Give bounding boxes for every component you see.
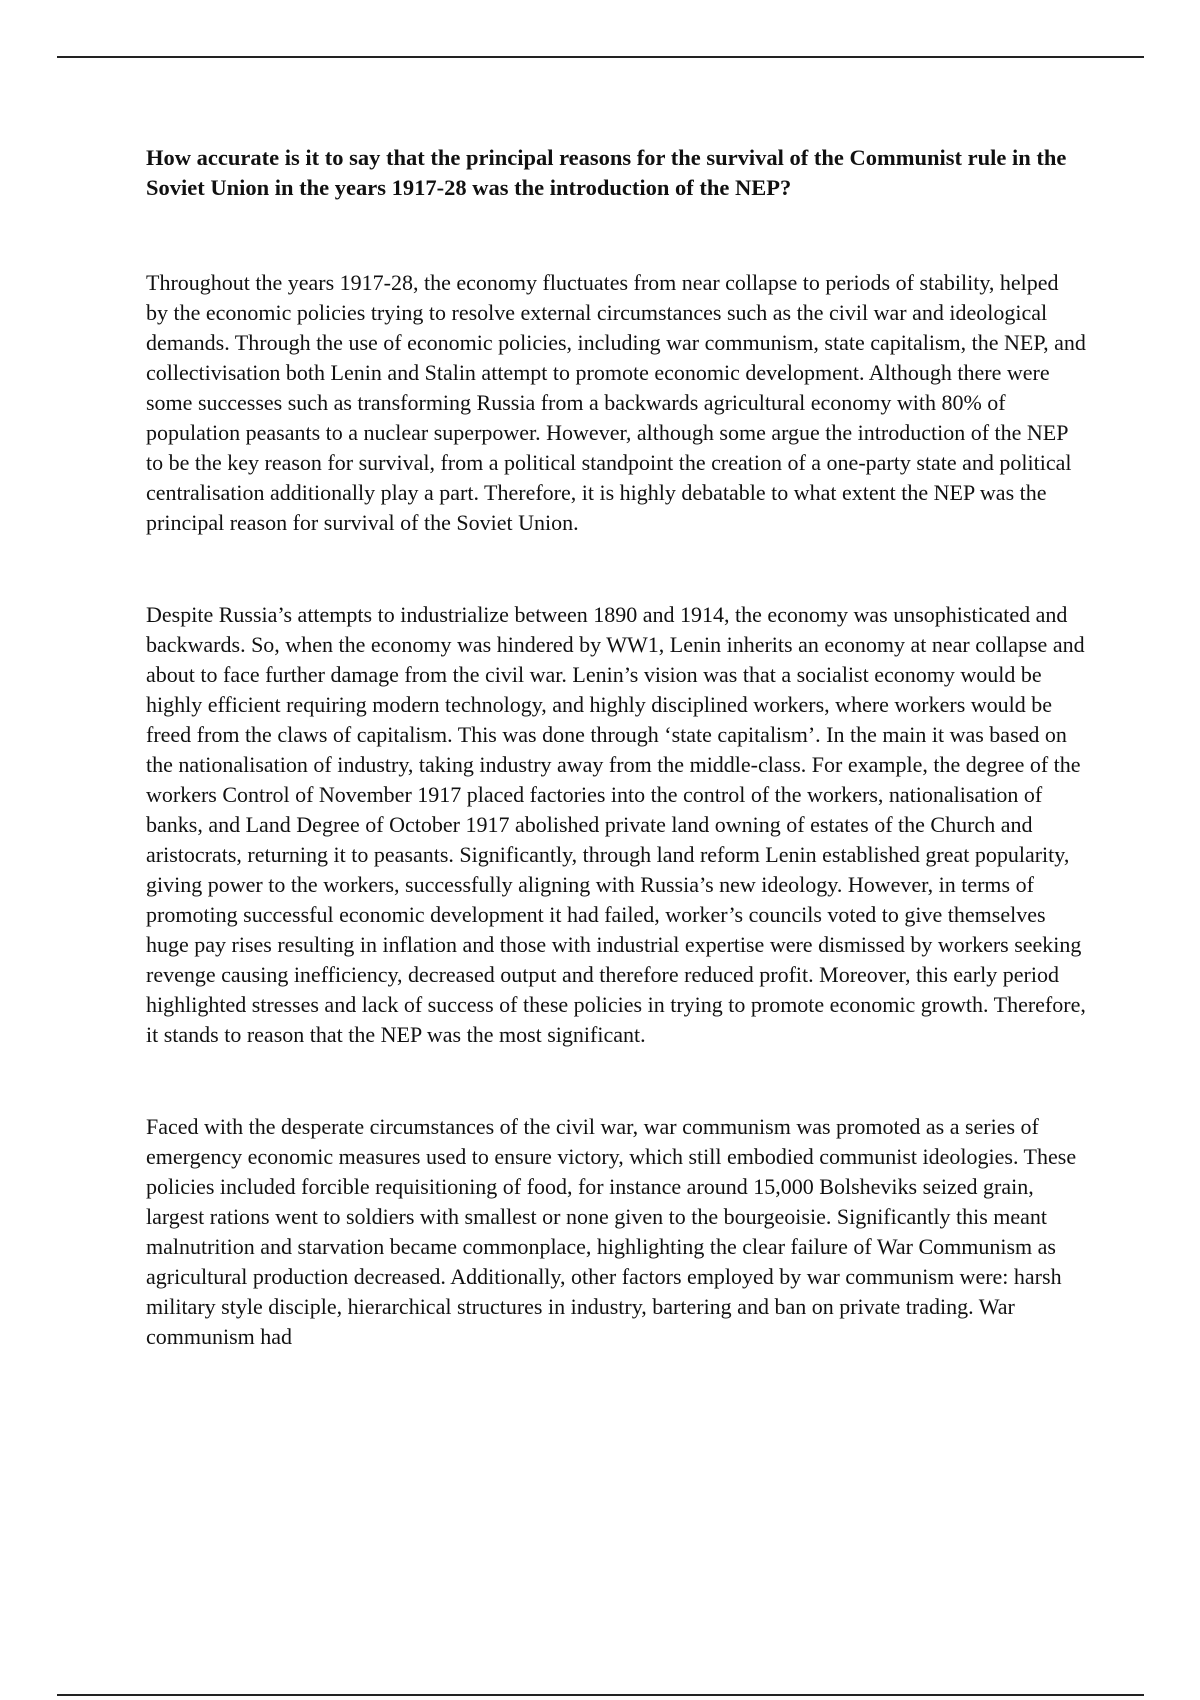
paragraph-war-communism: Faced with the desperate circumstances of the civil war, war communism was promoted as a series of emergency economic measures used to ensure victory, which still embodied communist ideologies. These policies included forcible requisitioning of food, for instance around 15,000 Bolsheviks seized grain, largest rations went to soldiers with smallest or none given to the bourgeoisie. Significantly this meant malnutrition and starvation became commonplace, highlighting the clear failure of War Communism as agricultural production decreased. Additionally, other factors employed by war communism were: harsh military style disciple, hierarchical structures in industry, bartering and ban on private trading. War communism had xyxy=(146,1114,1077,1349)
header-rule xyxy=(57,56,1144,58)
paragraph-state-capitalism: Despite Russia’s attempts to industrialize between 1890 and 1914, the economy was unsophisticated and backwards. So, when the economy was hindered by WW1, Lenin inherits an economy at near collapse and about to face further damage from the civil war. Lenin’s vision was that a socialist economy would be highly efficient requiring modern technology, and highly disciplined workers, where workers would be freed from the claws of capitalism. This was done through ‘state capitalism’. In the main it was based on the nationalisation of industry, taking industry away from the middle-class. For example, the degree of the workers Control of November 1917 placed factories into the control of the workers, nationalisation of banks, and Land Degree of October 1917 abolished private land owning of estates of the Church and aristocrats, returning it to peasants. Significantly, through land reform Lenin established great popularity, giving power to the workers, successfully aligning with Russia’s new ideology. However, in terms of promoting successful economic development it had failed, worker’s councils voted to give themselves huge pay rises resulting in inflation and those with industrial expertise were dismissed by workers seeking revenge causing inefficiency, decreased output and therefore reduced profit. Moreover, this early period highlighted stresses and lack of success of these policies in trying to promote economic growth. Therefore, it stands to reason that the NEP was the most significant. xyxy=(146,602,1086,1047)
footer-rule xyxy=(57,1694,1144,1696)
document-body xyxy=(146,143,1086,1352)
essay-title: How accurate is it to say that the principal reasons for the survival of the Communist rule in the Soviet Union in the years 1917-28 was the introduction of the NEP? xyxy=(146,145,1067,200)
paragraph-introduction: Throughout the years 1917-28, the economy fluctuates from near collapse to periods of stability, helped by the economic policies trying to resolve external circumstances such as the civil war and ideological demands. Through the use of economic policies, including war communism, state capitalism, the NEP, and collectivisation both Lenin and Stalin attempt to promote economic development. Although there were some successes such as transforming Russia from a backwards agricultural economy with 80% of population peasants to a nuclear superpower. However, although some argue the introduction of the NEP to be the key reason for survival, from a political standpoint the creation of a one-party state and political centralisation additionally play a part. Therefore, it is highly debatable to what extent the NEP was the principal reason for survival of the Soviet Union. xyxy=(146,270,1086,535)
